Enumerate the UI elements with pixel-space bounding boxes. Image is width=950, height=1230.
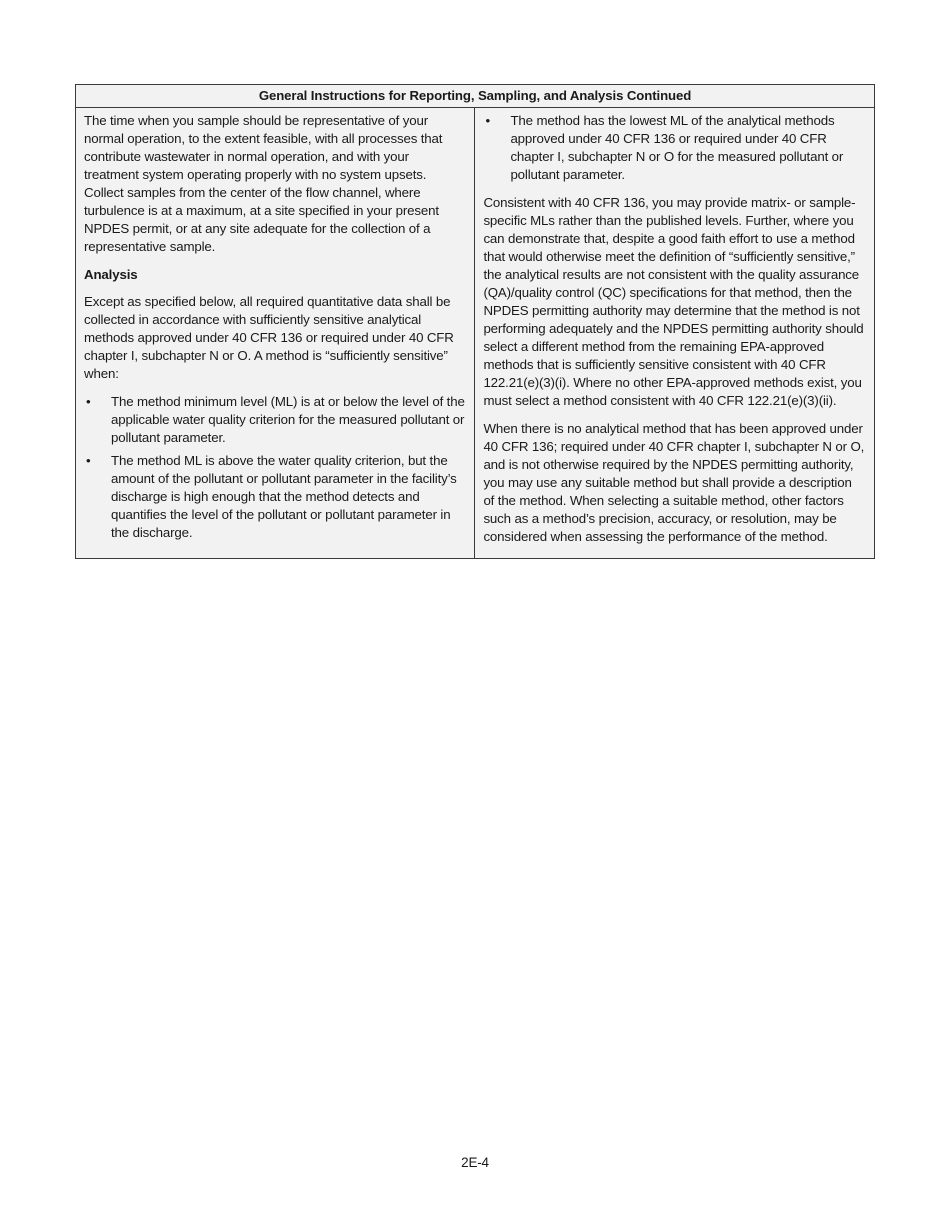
table-title: General Instructions for Reporting, Sampling, and Analysis Continued [76, 85, 875, 108]
list-item [84, 393, 466, 447]
page-number: 2E-4 [461, 1155, 489, 1170]
left-column [76, 108, 475, 559]
table-header-row [76, 85, 875, 108]
instructions-table [75, 84, 875, 559]
analysis-paragraph: Except as specified below, all required quantitative data shall be collected in accordance with sufficiently sensitive analytical methods approved under 40 CFR 136 or required under 40 CFR chapter I, subchapter N or O. A method is “sufficiently sensitive” when: [84, 294, 454, 381]
matrix-specific-ml-paragraph: Consistent with 40 CFR 136, you may provide matrix- or sample-specific MLs rather than the published levels. Further, where you can demonstrate that, despite a good faith effort to use a method that would otherwise meet the definition of “sufficiently sensitive,” the analytical results are not consistent with the quality assurance (QA)/quality control (QC) specifications for that method, then the NPDES permitting authority may determine that the method is not performing adequately and the NPDES permitting authority should select a different method from the remaining EPA-approved methods that is sufficiently sensitive consistent with 40 CFR 122.21(e)(3)(i). Where no other EPA-approved methods exist, you must select a method consistent with 40 CFR 122.21(e)(3)(ii). [483, 195, 864, 408]
list-item [483, 112, 866, 184]
sampling-time-paragraph: The time when you sample should be representative of your normal operation, to the extent feasible, with all processes that contribute wastewater in normal operation, and with your treatment system operating properly with no system upsets. Collect samples from the center of the flow channel, where turbulence is at a maximum, at a site specified in your present NPDES permit, or at any site adequate for the collection of a representative sample. [84, 113, 443, 254]
table-body-row [76, 108, 875, 559]
right-column [475, 108, 875, 559]
list-item-text: The method ML is above the water quality criterion, but the amount of the pollutant or pollutant parameter in the facility’s discharge is high enough that the method detects and quantifies the level of the pollutant or pollutant parameter in the discharge. [111, 453, 457, 540]
bullet-icon: • [86, 453, 91, 468]
bullet-icon: • [485, 113, 490, 128]
list-item-text: The method has the lowest ML of the analytical methods approved under 40 CFR 136 or required under 40 CFR chapter I, subchapter N or O for the measured pollutant or pollutant parameter. [510, 113, 844, 182]
sufficiently-sensitive-criteria-list [84, 393, 466, 542]
bullet-icon: • [86, 394, 91, 409]
analysis-heading: Analysis [84, 267, 138, 282]
list-item [84, 452, 466, 542]
list-item-text: The method minimum level (ML) is at or below the level of the applicable water quality criterion for the measured pollutant or pollutant parameter. [111, 394, 465, 445]
sufficiently-sensitive-criteria-list-continued [483, 112, 866, 184]
no-approved-method-paragraph: When there is no analytical method that has been approved under 40 CFR 136; required under 40 CFR chapter I, subchapter N or O, and is not otherwise required by the NPDES permitting authority, you may use any suitable method but shall provide a description of the method. When selecting a suitable method, other factors such as a method’s precision, accuracy, or resolution, may be considered when assessing the performance of the method. [483, 421, 865, 544]
